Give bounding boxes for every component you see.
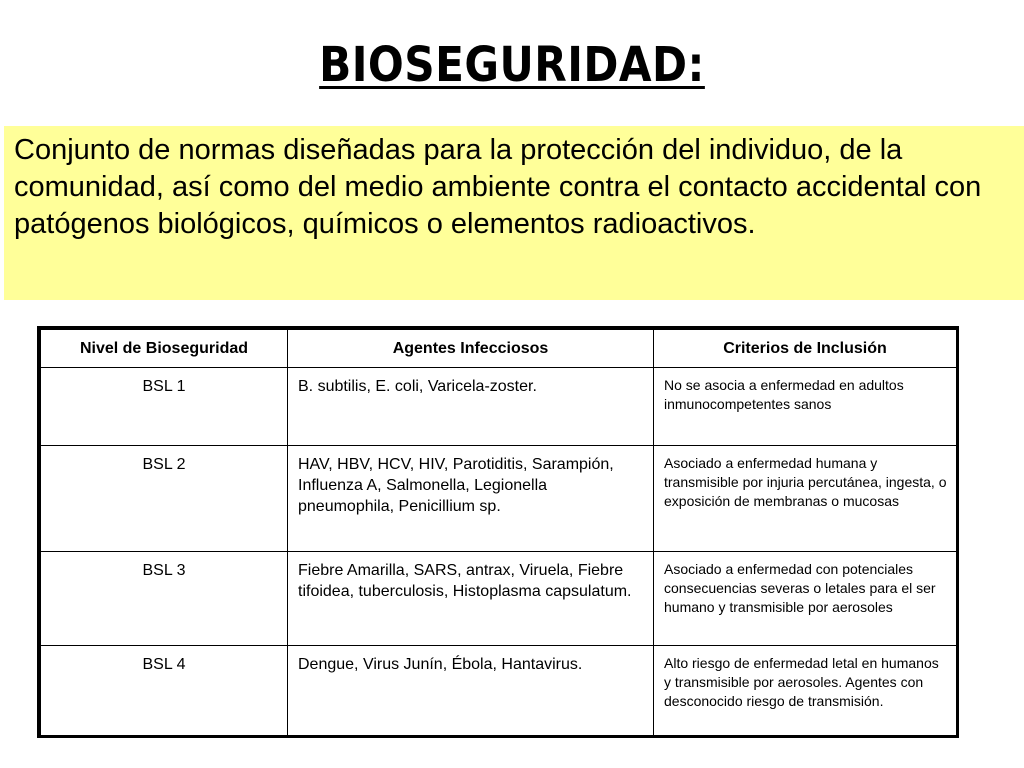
header-criterios: Criterios de Inclusión	[654, 330, 957, 368]
header-agentes: Agentes Infecciosos	[288, 330, 654, 368]
agents-cell: Dengue, Virus Junín, Ébola, Hantavirus.	[288, 646, 654, 736]
header-nivel: Nivel de Bioseguridad	[41, 330, 288, 368]
level-cell: BSL 1	[41, 368, 288, 446]
table-row	[41, 368, 957, 446]
table-row	[41, 646, 957, 736]
level-cell: BSL 3	[41, 552, 288, 646]
criteria-cell: Asociado a enfermedad humana y transmisible por injuria percutánea, ingesta, o exposición de membranas o mucosas	[654, 446, 957, 552]
agents-cell: B. subtilis, E. coli, Varicela-zoster.	[288, 368, 654, 446]
biosafety-table-container	[37, 326, 959, 738]
level-cell: BSL 2	[41, 446, 288, 552]
biosafety-table	[40, 329, 957, 736]
slide-title: BIOSEGURIDAD:	[319, 37, 705, 93]
criteria-cell: No se asocia a enfermedad en adultos inmunocompetentes sanos	[654, 368, 957, 446]
definition-box: Conjunto de normas diseñadas para la protección del individuo, de la comunidad, así como del medio ambiente contra el contacto accidental con patógenos biológicos, químicos o elementos radioactivos.	[4, 126, 1024, 300]
agents-cell: Fiebre Amarilla, SARS, antrax, Viruela, Fiebre tifoidea, tuberculosis, Histoplasma capsulatum.	[288, 552, 654, 646]
criteria-cell: Alto riesgo de enfermedad letal en humanos y transmisible por aerosoles. Agentes con desconocido riesgo de transmisión.	[654, 646, 957, 736]
table-header-row	[41, 330, 957, 368]
table-row	[41, 552, 957, 646]
table-row	[41, 446, 957, 552]
level-cell: BSL 4	[41, 646, 288, 736]
agents-cell: HAV, HBV, HCV, HIV, Parotiditis, Sarampión, Influenza A, Salmonella, Legionella pneumophila, Penicillium sp.	[288, 446, 654, 552]
criteria-cell: Asociado a enfermedad con potenciales consecuencias severas o letales para el ser humano y transmisible por aerosoles	[654, 552, 957, 646]
